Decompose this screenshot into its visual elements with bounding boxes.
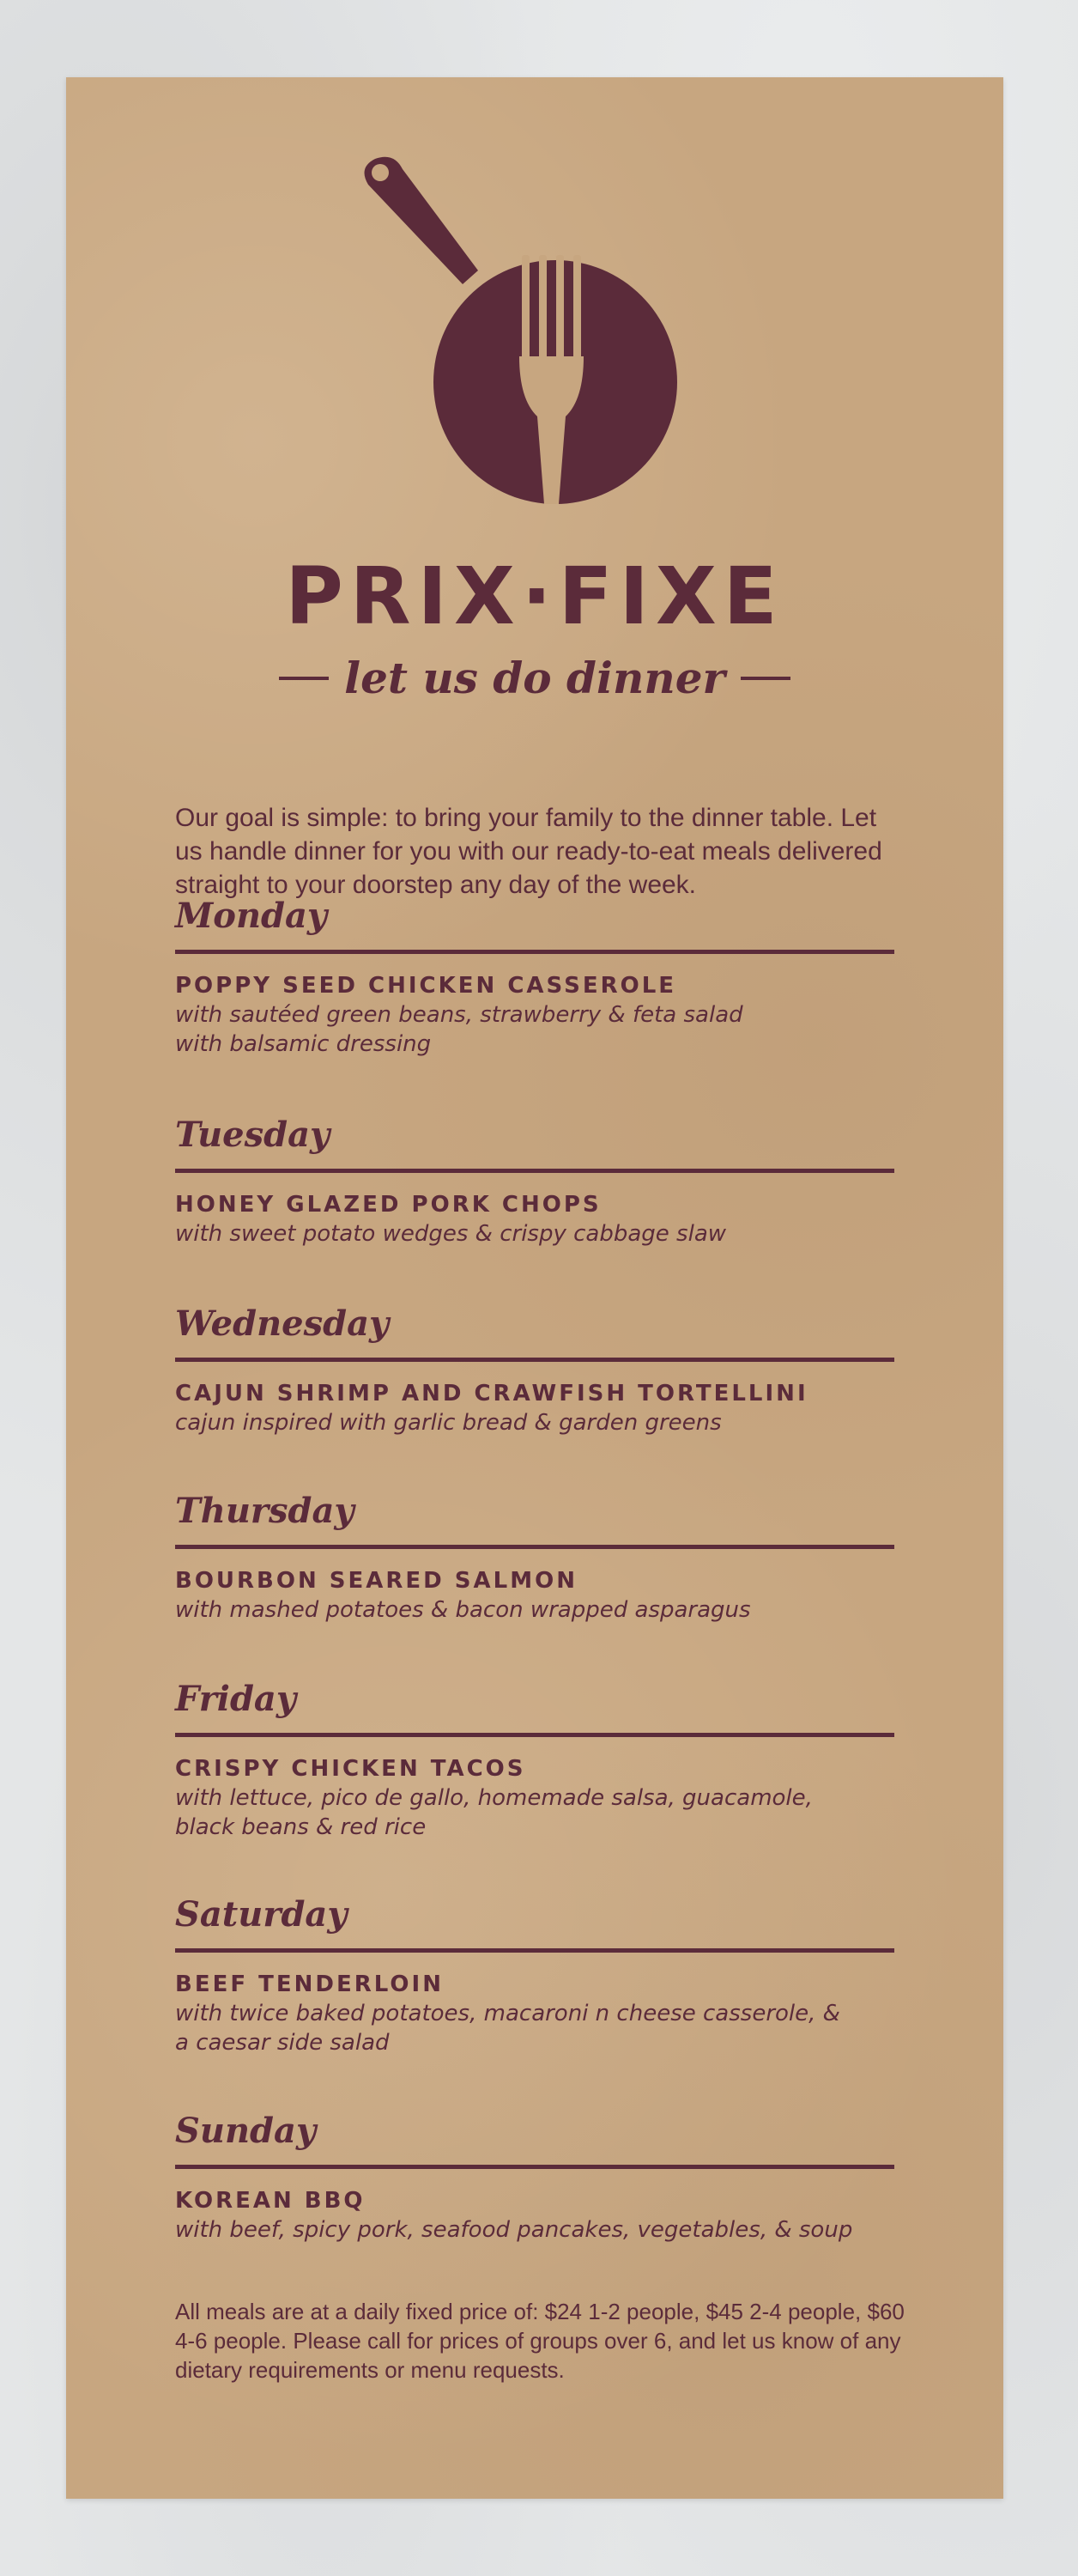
- tagline-rule-left: [279, 677, 329, 680]
- dish-name: HONEY GLAZED PORK CHOPS: [175, 1192, 602, 1218]
- dish-description: with sautéed green beans, strawberry & feta salad with balsamic dressing: [175, 1002, 743, 1057]
- day-heading: Saturday: [175, 1894, 348, 1935]
- menu-day-tuesday: [175, 1112, 894, 1249]
- dish-name: CRISPY CHICKEN TACOS: [175, 1756, 526, 1782]
- dish-name: BEEF TENDERLOIN: [175, 1971, 444, 1997]
- day-heading: Sunday: [175, 2111, 317, 2151]
- dish-description: cajun inspired with garlic bread & garden greens: [175, 1410, 722, 1436]
- day-divider: [175, 950, 894, 954]
- dish-description: with sweet potato wedges & crispy cabbage slaw: [175, 1221, 727, 1247]
- menu-day-saturday: [175, 1892, 894, 2057]
- menu-day-monday: [175, 893, 894, 1059]
- day-heading: Tuesday: [175, 1115, 330, 1155]
- pricing-note: All meals are at a daily fixed price of: $24 1-2 people, $45 2-4 people, $60 4-6 people. Please call for prices of groups over 6, and let us know of any dietary requirements or menu requests.: [175, 2299, 905, 2383]
- day-heading: Thursday: [175, 1491, 354, 1531]
- dish-description: with twice baked potatoes, macaroni n cheese casserole, & a caesar side salad: [175, 2001, 840, 2056]
- intro-text: Our goal is simple: to bring your family to the dinner table. Let us handle dinner for you with our ready-to-eat meals delivered straight to your doorstep any day of the week.: [175, 804, 882, 899]
- page-title: PRIX·FIXE: [285, 550, 784, 642]
- dish-name: POPPY SEED CHICKEN CASSEROLE: [175, 973, 677, 999]
- menu-day-sunday: [175, 2108, 894, 2245]
- dish-name: KOREAN BBQ: [175, 2188, 366, 2214]
- dish-name: CAJUN SHRIMP AND CRAWFISH TORTELLINI: [175, 1381, 808, 1406]
- menu-day-friday: [175, 1676, 894, 1842]
- dish-name: BOURBON SEARED SALMON: [175, 1568, 578, 1594]
- day-divider: [175, 1169, 894, 1173]
- day-divider: [175, 1733, 894, 1737]
- tagline-row: [66, 653, 1003, 704]
- day-heading: Friday: [175, 1679, 297, 1719]
- day-divider: [175, 1545, 894, 1549]
- day-divider: [175, 1948, 894, 1953]
- dish-description: with mashed potatoes & bacon wrapped asparagus: [175, 1597, 751, 1623]
- dish-description: with lettuce, pico de gallo, homemade salsa, guacamole, black beans & red rice: [175, 1785, 813, 1840]
- day-divider: [175, 2165, 894, 2169]
- day-divider: [175, 1358, 894, 1362]
- menu-card: [66, 77, 1003, 2499]
- skillet-fork-icon: [349, 150, 744, 511]
- tagline: let us do dinner: [344, 653, 725, 703]
- day-heading: Monday: [175, 896, 328, 936]
- dish-description: with beef, spicy pork, seafood pancakes, vegetables, & soup: [175, 2217, 853, 2243]
- day-heading: Wednesday: [175, 1303, 390, 1344]
- menu-day-wednesday: [175, 1301, 894, 1437]
- tagline-rule-right: [741, 677, 790, 680]
- menu-day-thursday: [175, 1488, 894, 1625]
